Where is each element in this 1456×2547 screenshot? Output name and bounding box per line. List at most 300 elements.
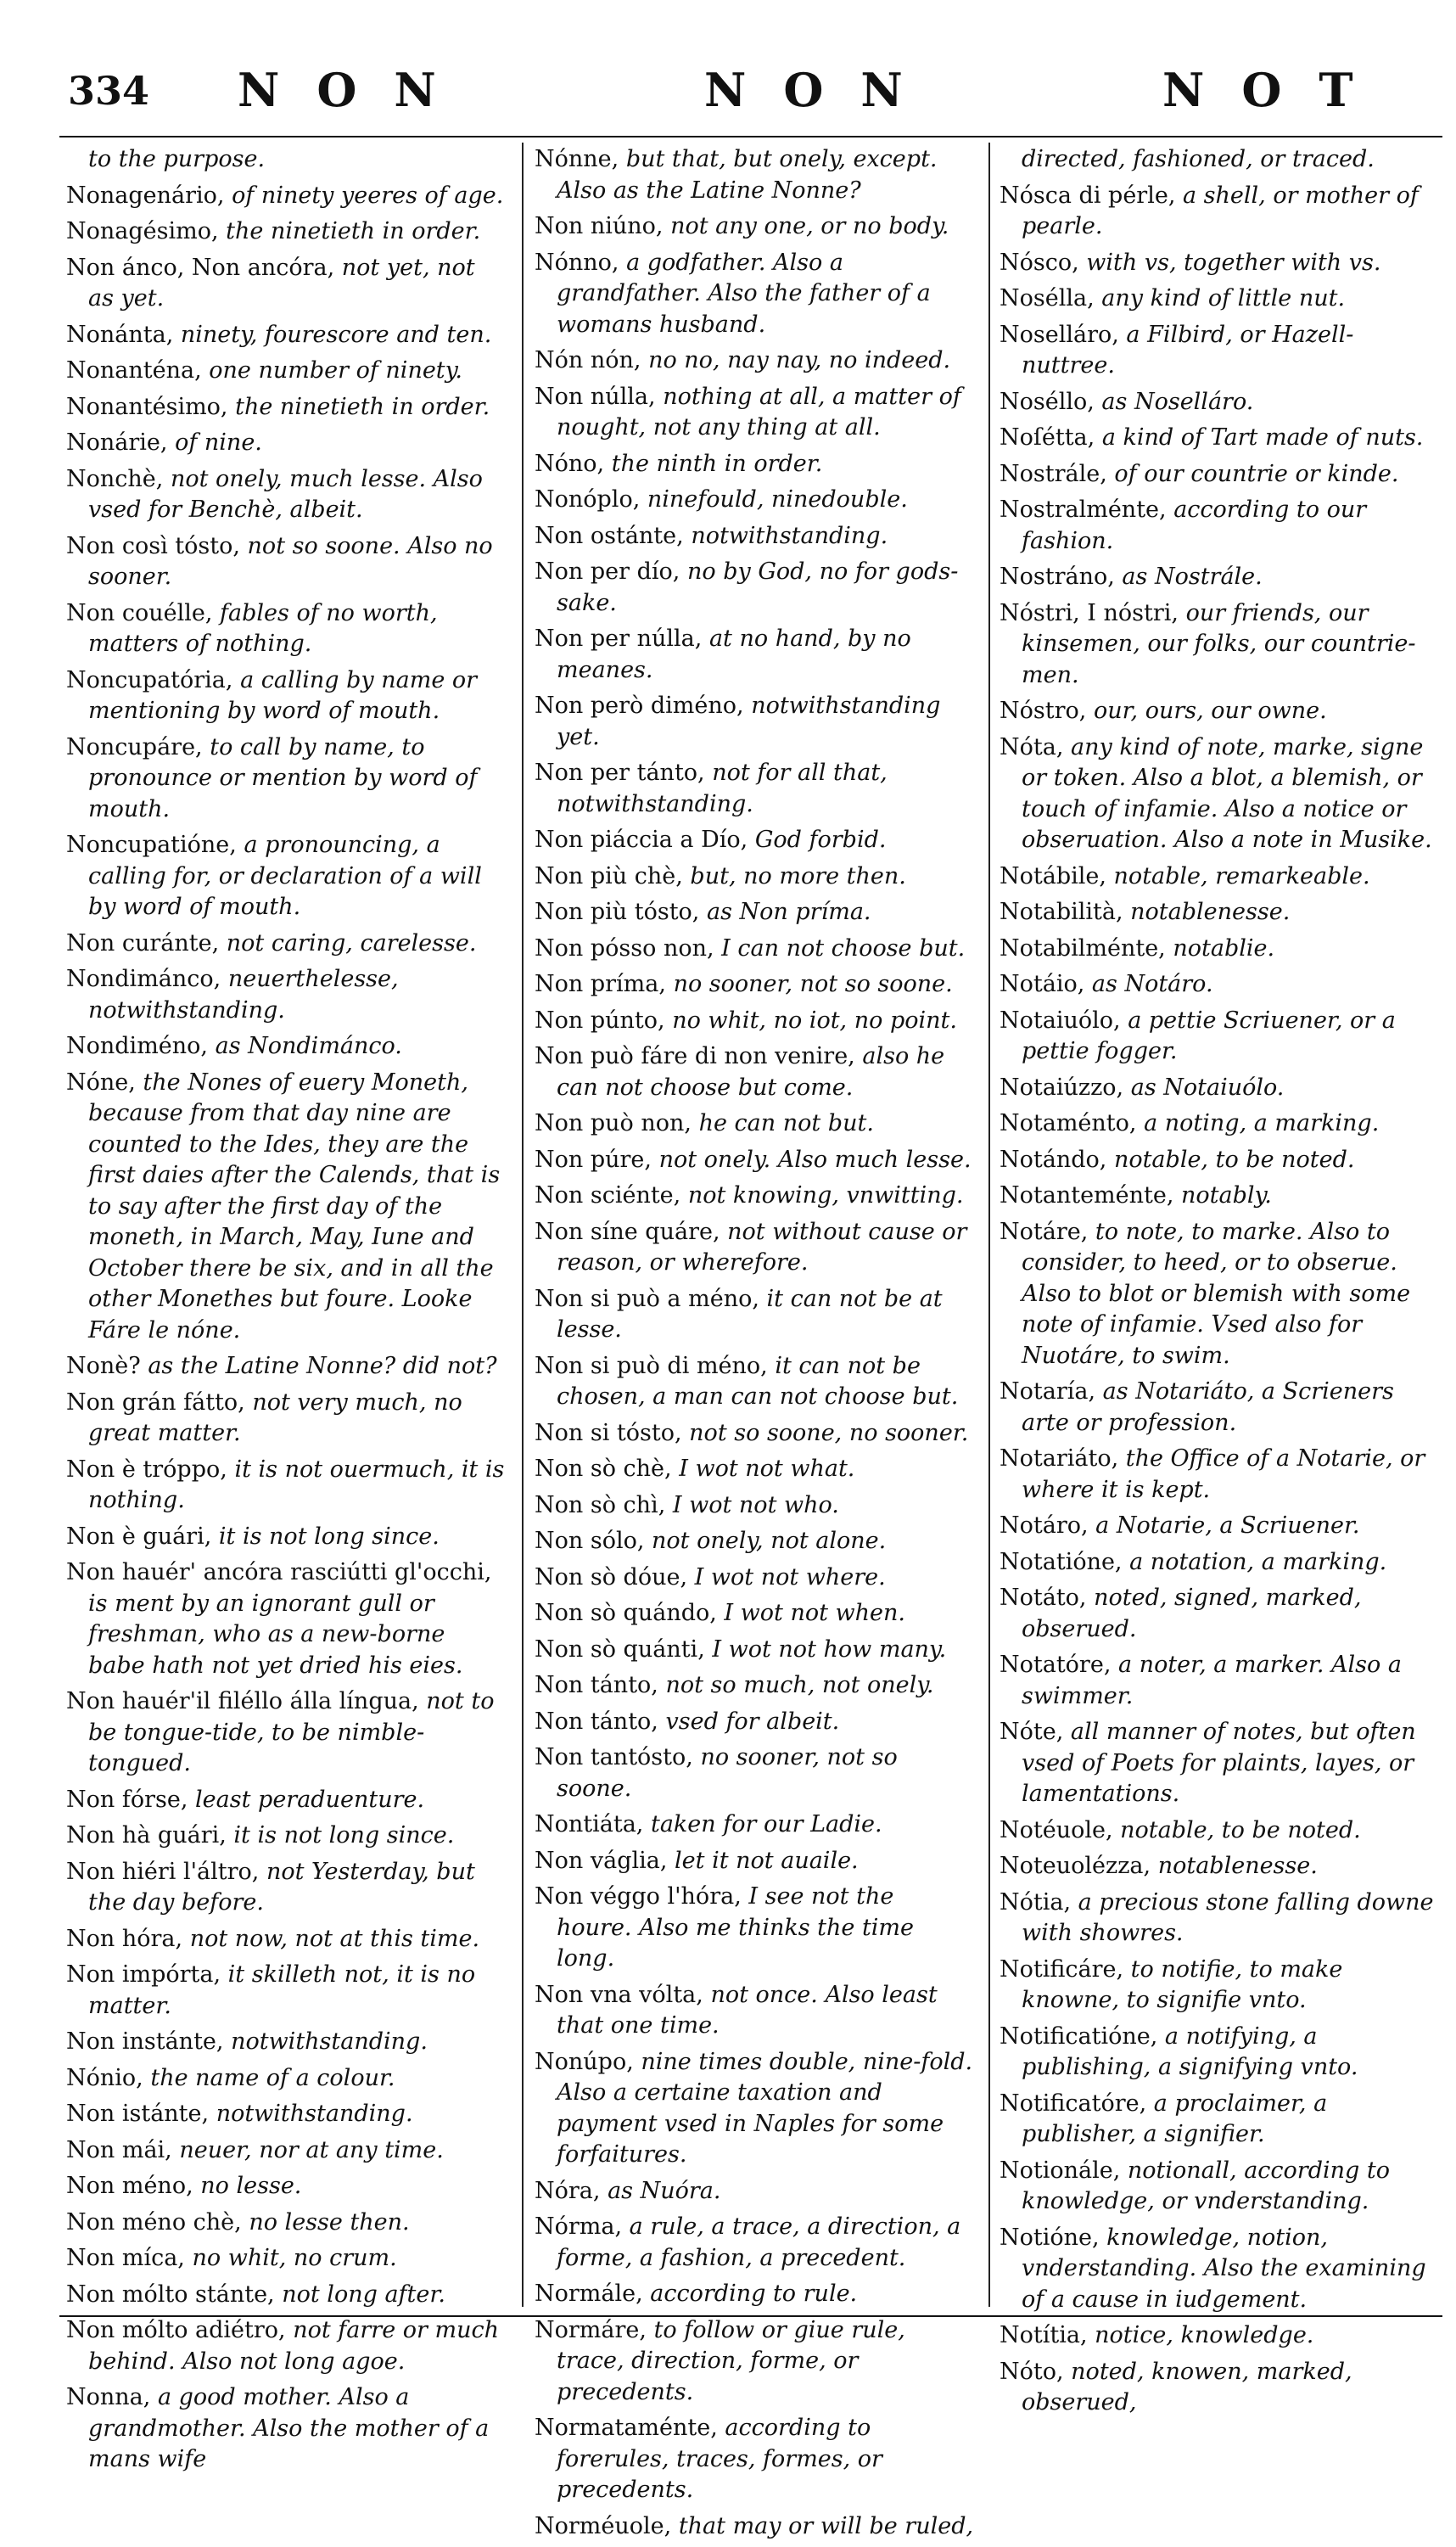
headword: Norméuole, — [535, 2512, 672, 2539]
column-divider-1 — [522, 143, 524, 2307]
dictionary-entry — [535, 2511, 976, 2543]
headword: Non instánte, — [66, 2028, 224, 2055]
dictionary-entry — [535, 624, 976, 686]
headword: Non príma, — [535, 971, 666, 997]
definition: not so soone. Also no sooner. — [88, 532, 493, 590]
entry-continuation — [66, 144, 507, 176]
column-right — [1000, 144, 1441, 2424]
entry-continuation — [1000, 144, 1441, 176]
definition: to call by name, to pronounce or mention by word of mouth. — [88, 733, 478, 822]
headword: Normáre, — [535, 2316, 647, 2343]
headword: Nonchè, — [66, 465, 164, 492]
dictionary-entry — [66, 1557, 507, 1681]
definition: notable, to be noted. — [1113, 1146, 1355, 1173]
dictionary-entry — [535, 1846, 976, 1877]
dictionary-entry — [535, 934, 976, 965]
dictionary-entry — [1000, 861, 1441, 893]
dictionary-entry — [1000, 423, 1441, 454]
definition: according to our fashion. — [1022, 496, 1367, 554]
definition: a godfather. Also a grandfather. Also the father of a womans husband. — [557, 249, 931, 338]
column-left — [66, 144, 507, 2481]
definition: to notifie, to make knowne, to signifie vnto. — [1022, 1955, 1343, 2013]
dictionary-entry — [66, 598, 507, 660]
definition: not any one, or no body. — [670, 213, 949, 239]
definition: notice, knowledge. — [1095, 2322, 1314, 2348]
definition: our friends, our kinsemen, our folks, our countrie-men. — [1022, 599, 1416, 688]
headword: Nóto, — [1000, 2358, 1064, 2385]
definition: he can not but. — [698, 1110, 874, 1136]
dictionary-entry — [1000, 495, 1441, 557]
column-middle — [535, 144, 976, 2547]
headword: Notaiúzzo, — [1000, 1074, 1124, 1101]
dictionary-entry — [66, 1388, 507, 1450]
definition: not for all that, notwithstanding. — [557, 760, 888, 817]
headword: Non pósso non, — [535, 934, 714, 962]
dictionary-entry — [1000, 283, 1441, 315]
dictionary-entry — [66, 2243, 507, 2275]
dictionary-entry — [1000, 2320, 1441, 2352]
definition: not so soone, no sooner. — [689, 1419, 969, 1446]
dictionary-entry — [1000, 1108, 1441, 1140]
headword: Nón nón, — [535, 347, 641, 373]
headword: Non hauér'il filéllo álla língua, — [66, 1688, 419, 1714]
headword: Non si può a méno, — [535, 1285, 759, 1312]
headword: Non méno chè, — [66, 2208, 242, 2236]
dictionary-entry — [1000, 1815, 1441, 1847]
headword: Non impórta, — [66, 1961, 221, 1988]
dictionary-entry — [535, 557, 976, 619]
headword: Notificáre, — [1000, 1955, 1124, 1983]
definition: the ninth in order. — [611, 450, 823, 477]
dictionary-entry — [535, 1108, 976, 1140]
dictionary-entry — [66, 392, 507, 424]
dictionary-entry — [1000, 1377, 1441, 1439]
definition: I wot not when. — [724, 1600, 905, 1626]
headword: Non hà guári, — [66, 1822, 227, 1849]
dictionary-entry — [66, 2208, 507, 2239]
headword: Non couélle, — [66, 599, 213, 626]
definition: as Noselláro. — [1101, 388, 1254, 415]
definition: according to rule. — [650, 2281, 858, 2307]
dictionary-entry — [535, 758, 976, 820]
dictionary-entry — [535, 2176, 976, 2208]
dictionary-entry — [535, 2212, 976, 2274]
dictionary-entry — [66, 2171, 507, 2202]
headword: Non síne quáre, — [535, 1218, 720, 1245]
headword: Non si tósto, — [535, 1419, 682, 1446]
headword: Nónio, — [66, 2064, 143, 2091]
dictionary-entry — [1000, 2357, 1441, 2419]
headword: Non per tánto, — [535, 760, 705, 786]
definition: any kind of little nut. — [1101, 285, 1346, 311]
headword: Non piáccia a Dío, — [535, 827, 748, 853]
headword: Notáre, — [1000, 1218, 1089, 1245]
definition: it can not be chosen, a man can not choose but. — [557, 1352, 959, 1410]
dictionary-entry — [1000, 696, 1441, 727]
definition: God forbid. — [754, 827, 887, 853]
definition: a Notarie, a Scriuener. — [1095, 1512, 1360, 1539]
headword: Nóstro, — [1000, 698, 1087, 724]
dictionary-entry — [535, 825, 976, 856]
definition: noted, signed, marked, obserued. — [1022, 1585, 1362, 1642]
definition: least peraduenture. — [195, 1786, 425, 1813]
definition: a Filbird, or Hazell-nuttree. — [1022, 321, 1354, 379]
dictionary-entry — [1000, 320, 1441, 382]
dictionary-entry — [535, 144, 976, 206]
definition: as Notáro. — [1091, 971, 1213, 997]
definition: at no hand, by no meanes. — [557, 626, 911, 683]
headword: Non hiéri l'áltro, — [66, 1858, 260, 1885]
dictionary-entry — [66, 2135, 507, 2167]
definition: all manner of notes, but often vsed of Poets for plaints, layes, or lamentations. — [1022, 1719, 1416, 1807]
definition: notable, remarkeable. — [1113, 862, 1370, 889]
headword: Non curánte, — [66, 929, 220, 957]
dictionary-entry — [535, 248, 976, 341]
dictionary-entry — [66, 2382, 507, 2476]
headword: Nonanténa, — [66, 357, 202, 384]
definition: nothing at all, a matter of nought, not any thing at all. — [557, 383, 961, 440]
dictionary-entry — [535, 1490, 976, 1522]
headword: Nonóplo, — [535, 486, 641, 513]
dictionary-entry — [1000, 1006, 1441, 1068]
headword: Non sciénte, — [535, 1182, 681, 1209]
dictionary-entry — [535, 1006, 976, 1037]
definition: it can not be at lesse. — [557, 1285, 943, 1343]
definition: no by God, no for gods-sake. — [557, 558, 959, 616]
definition: no sooner, not so soone. — [673, 971, 953, 997]
definition: notwithstanding. — [691, 522, 888, 549]
header-rule — [59, 136, 1442, 137]
dictionary-entry — [66, 665, 507, 727]
dictionary-entry — [535, 2279, 976, 2310]
dictionary-entry — [66, 2099, 507, 2130]
dictionary-entry — [66, 1857, 507, 1919]
headword: Non hauér' ancóra rasciútti gl'occhi, — [66, 1559, 492, 1585]
headword: Nórma, — [535, 2213, 623, 2240]
dictionary-entry — [535, 1980, 976, 2042]
definition: the ninetieth in order. — [226, 218, 481, 244]
dictionary-entry — [66, 428, 507, 459]
dictionary-entry — [66, 1924, 507, 1955]
definition: the name of a colour. — [150, 2064, 395, 2091]
headword: Notaiuólo, — [1000, 1007, 1121, 1034]
headword: Notionále, — [1000, 2157, 1121, 2184]
dictionary-entry — [535, 1526, 976, 1557]
definition: a pettie Scriuener, or a pettie fogger. — [1022, 1007, 1396, 1064]
definition: not onely, not alone. — [652, 1528, 887, 1554]
definition: a notation, a marking. — [1129, 1548, 1387, 1575]
definition: not onely, much lesse. Also vsed for Benchè, albeit. — [88, 465, 483, 523]
headword: Non tánto, — [535, 1672, 658, 1698]
headword: Notéuole, — [1000, 1816, 1113, 1843]
definition: noted, knowen, marked, obserued, — [1022, 2358, 1352, 2415]
headword: Notificatóre, — [1000, 2090, 1147, 2117]
definition: I wot not how many. — [712, 1635, 947, 1663]
headword: Nonagésimo, — [66, 218, 219, 244]
headword: Non púnto, — [535, 1007, 665, 1034]
headword: Notáio, — [1000, 971, 1085, 997]
headword: Nonè? — [66, 1353, 141, 1379]
headword: Non míca, — [66, 2245, 185, 2271]
definition: no whit, no iot, no point. — [672, 1007, 957, 1034]
headword: Nosélla, — [1000, 285, 1095, 311]
dictionary-entry — [535, 1882, 976, 1975]
headword: Notáro, — [1000, 1512, 1089, 1539]
dictionary-entry — [535, 2315, 976, 2409]
definition: to note, to marke. Also to consider, to heed, or to obserue. Also to blot or blemish with some note of infamie. Vsed also for Nuotáre, to swim. — [1022, 1218, 1411, 1369]
definition: that may or will be ruled, — [678, 2512, 974, 2539]
dictionary-entry — [535, 1670, 976, 1702]
dictionary-entry — [66, 253, 507, 315]
headword: Non sò chì, — [535, 1491, 666, 1518]
definition: of our countrie or kinde. — [1114, 460, 1399, 487]
headword: Non mólto adiétro, — [66, 2317, 286, 2343]
headword: Nonna, — [66, 2384, 151, 2410]
dictionary-entry — [535, 1635, 976, 1666]
definition: as Nondimánco. — [215, 1033, 402, 1059]
definition: a pronouncing, a calling for, or declaration of a will by word of mouth. — [88, 832, 482, 920]
headword: Notatióne, — [1000, 1548, 1123, 1575]
definition: a rule, a trace, a direction, a forme, a fashion, a precedent. — [557, 2213, 961, 2271]
dictionary-entry — [1000, 897, 1441, 928]
headword: Notaría, — [1000, 1378, 1096, 1405]
dictionary-entry — [66, 1351, 507, 1383]
headword: Non per núlla, — [535, 626, 703, 652]
headword: Non si può di méno, — [535, 1352, 768, 1379]
dictionary-entry — [66, 1686, 507, 1780]
headword: Normále, — [535, 2281, 643, 2307]
headword: Nósca di pérle, — [1000, 182, 1176, 209]
headword: Notanteménte, — [1000, 1182, 1174, 1209]
definition: no lesse. — [200, 2173, 302, 2199]
headword: Notariáto, — [1000, 1445, 1119, 1472]
definition: directed, fashioned, or traced. — [1022, 146, 1375, 172]
headword: Notificatióne, — [1000, 2022, 1158, 2050]
dictionary-entry — [535, 2047, 976, 2171]
dictionary-entry — [1000, 1145, 1441, 1176]
headword: Non niúno, — [535, 213, 664, 239]
headword: Non può fáre di non venire, — [535, 1043, 855, 1069]
dictionary-entry — [1000, 1955, 1441, 2017]
running-header — [59, 51, 1442, 127]
headword: Nonantésimo, — [66, 393, 228, 420]
dictionary-entry — [66, 1068, 507, 1347]
headword: Non è tróppo, — [66, 1456, 227, 1483]
dictionary-entry — [1000, 1717, 1441, 1810]
definition: to follow or giue rule, trace, direction, forme, or precedents. — [557, 2316, 905, 2405]
dictionary-entry — [66, 964, 507, 1026]
definition: a noting, a marking. — [1144, 1110, 1380, 1136]
definition: as Notaiuólo. — [1130, 1074, 1285, 1101]
definition: our, ours, our owne. — [1093, 698, 1327, 724]
definition: it skilleth not, it is no matter. — [88, 1961, 476, 2019]
headword: Nonagenário, — [66, 182, 225, 209]
headword: Noſétta, — [1000, 424, 1095, 451]
definition: a precious stone falling downe with showres. — [1022, 1888, 1434, 1946]
definition: notwithstanding yet. — [557, 693, 941, 750]
dictionary-entry — [66, 732, 507, 826]
dictionary-entry — [535, 485, 976, 516]
dictionary-entry — [535, 691, 976, 753]
definition: a proclaimer, a publisher, a signifier. — [1022, 2090, 1328, 2147]
dictionary-entry — [66, 2280, 507, 2311]
headword: Non è guári, — [66, 1523, 212, 1550]
headword: Non véggo l'hóra, — [535, 1883, 742, 1910]
definition: as the Latine Nonne? did not? — [148, 1353, 497, 1379]
dictionary-entry — [66, 531, 507, 593]
definition: neuerthelesse, notwithstanding. — [88, 966, 399, 1024]
headword: Notióne, — [1000, 2224, 1100, 2251]
headword: Non così tósto, — [66, 532, 240, 559]
dictionary-entry — [66, 2027, 507, 2058]
dictionary-entry — [66, 1522, 507, 1553]
definition: the ninetieth in order. — [235, 393, 490, 420]
dictionary-entry — [66, 1785, 507, 1816]
definition: fables of no worth, matters of nothing. — [88, 599, 438, 657]
dictionary-entry — [535, 1351, 976, 1413]
definition: as Non príma. — [707, 899, 871, 925]
headword: Nóne, — [66, 1069, 136, 1096]
dictionary-entry — [535, 2413, 976, 2506]
headword: Non ánco, Non ancóra, — [66, 254, 335, 281]
definition: not once. Also least that one time. — [557, 1981, 938, 2039]
definition: notablenesse. — [1130, 899, 1291, 925]
definition: I wot not who. — [672, 1491, 839, 1518]
dictionary-entry — [1000, 2022, 1441, 2084]
dictionary-entry — [66, 464, 507, 526]
dictionary-entry — [1000, 2223, 1441, 2316]
definition: to the purpose. — [88, 146, 266, 172]
dictionary-entry — [1000, 969, 1441, 1001]
dictionary-entry — [66, 1960, 507, 2022]
definition: not to be tongue-tide, to be nimble-tongued. — [88, 1688, 495, 1776]
definition: according to forerules, traces, formes, or precedents. — [557, 2415, 882, 2503]
dictionary-entry — [1000, 1583, 1441, 1645]
definition: a kind of Tart made of nuts. — [1101, 424, 1424, 451]
headword: Nontiáta, — [535, 1811, 644, 1837]
definition: I can not choose but. — [721, 934, 966, 962]
headword: Noncupatória, — [66, 666, 233, 693]
definition: let it not auaile. — [675, 1847, 859, 1874]
headword: Nóno, — [535, 450, 605, 477]
dictionary-entry — [1000, 1888, 1441, 1950]
definition: no sooner, not so soone. — [557, 1744, 898, 1802]
headword: Nondimánco, — [66, 966, 221, 992]
dictionary-entry — [535, 345, 976, 377]
dictionary-entry — [1000, 1851, 1441, 1882]
headword: Non tánto, — [535, 1708, 658, 1735]
headword: Non púre, — [535, 1146, 652, 1173]
header-guide-right: NOT — [1162, 63, 1391, 117]
headword: Non tantósto, — [535, 1744, 693, 1770]
dictionary-entry — [535, 211, 976, 243]
definition: ninety, fourescore and ten. — [180, 321, 492, 348]
headword: Non mái, — [66, 2136, 172, 2163]
definition: ninefould, ninedouble. — [647, 486, 908, 513]
dictionary-entry — [535, 897, 976, 928]
headword: Nonúpo, — [535, 2048, 634, 2075]
definition: the Office of a Notarie, or where it is kept. — [1022, 1445, 1425, 1503]
dictionary-page — [59, 51, 1442, 2539]
dictionary-entry — [66, 216, 507, 248]
headword: Noncupatióne, — [66, 832, 237, 858]
dictionary-entry — [1000, 1547, 1441, 1579]
definition: of nine. — [175, 429, 262, 456]
dictionary-entry — [1000, 732, 1441, 856]
headword: Noteuolézza, — [1000, 1853, 1151, 1879]
dictionary-entry — [1000, 248, 1441, 279]
dictionary-entry — [535, 382, 976, 444]
footer-rule — [59, 2315, 1442, 2317]
definition: a good mother. Also a grandmother. Also the mother of a mans wife — [88, 2384, 490, 2472]
dictionary-entry — [535, 1598, 976, 1630]
definition: taken for our Ladie. — [650, 1811, 882, 1837]
definition: not very much, no great matter. — [88, 1389, 462, 1446]
definition: of ninety yeeres of age. — [232, 182, 504, 209]
definition: it is not long since. — [233, 1822, 455, 1849]
page-number: 334 — [68, 68, 150, 114]
definition: not yet, not as yet. — [88, 254, 475, 311]
headword: Notándo, — [1000, 1146, 1107, 1173]
definition: the Nones of euery Moneth, because from that day nine are counted to the Ides, they are the first daies after the Calends, that is to say after the first day of the moneth, in March, May, Iune and October there be six, and in all the other Monethes but foure. Looke Fáre le nóne. — [88, 1069, 501, 1344]
headword: Notabilità, — [1000, 899, 1123, 925]
headword: Non ostánte, — [535, 522, 684, 549]
dictionary-entry — [535, 1742, 976, 1804]
dictionary-entry — [1000, 1444, 1441, 1506]
dictionary-entry — [66, 2315, 507, 2377]
headword: Non sò chè, — [535, 1456, 672, 1482]
dictionary-entry — [1000, 1181, 1441, 1212]
headword: Non istánte, — [66, 2101, 210, 2127]
headword: Nostrále, — [1000, 460, 1107, 487]
dictionary-entry — [535, 969, 976, 1001]
definition: notwithstanding. — [231, 2028, 428, 2055]
dictionary-entry — [66, 928, 507, 960]
headword: Nóstri, I nóstri, — [1000, 599, 1179, 626]
definition: not onely. Also much lesse. — [658, 1146, 972, 1173]
definition: one number of ninety. — [209, 357, 462, 384]
definition: not farre or much behind. Also not long agoe. — [88, 2317, 500, 2375]
dictionary-entry — [1000, 459, 1441, 491]
dictionary-entry — [535, 1145, 976, 1176]
dictionary-entry — [1000, 2156, 1441, 2218]
dictionary-entry — [535, 1284, 976, 1346]
headword: Notaménto, — [1000, 1110, 1137, 1136]
definition: I wot not where. — [694, 1563, 886, 1590]
headword: Non sò quándo, — [535, 1600, 717, 1626]
definition: knowledge, notion, vnderstanding. Also the examining of a cause in iudgement. — [1022, 2224, 1426, 2313]
headword: Notabilménte, — [1000, 934, 1166, 962]
definition: is ment by an ignorant gull or freshman, who as a new-borne babe hath not yet dried his eies. — [88, 1590, 463, 1679]
definition: notwithstanding. — [216, 2101, 413, 2127]
definition: a shell, or mother of pearle. — [1022, 182, 1419, 239]
definition: not now, not at this time. — [189, 1925, 480, 1952]
dictionary-entry — [535, 1418, 976, 1450]
dictionary-entry — [1000, 387, 1441, 418]
dictionary-entry — [535, 1809, 976, 1841]
dictionary-entry — [535, 521, 976, 553]
dictionary-entry — [66, 1455, 507, 1517]
headword: Non sò dóue, — [535, 1563, 688, 1590]
definition: neuer, nor at any time. — [179, 2136, 444, 2163]
headword: Nóte, — [1000, 1719, 1064, 1745]
headword: Notatóre, — [1000, 1652, 1112, 1678]
dictionary-entry — [535, 1217, 976, 1279]
headword: Non mólto stánte, — [66, 2281, 275, 2308]
definition: not knowing, vnwitting. — [687, 1182, 964, 1209]
definition: vsed for albeit. — [665, 1708, 840, 1735]
header-guide-left: NON — [238, 63, 473, 117]
